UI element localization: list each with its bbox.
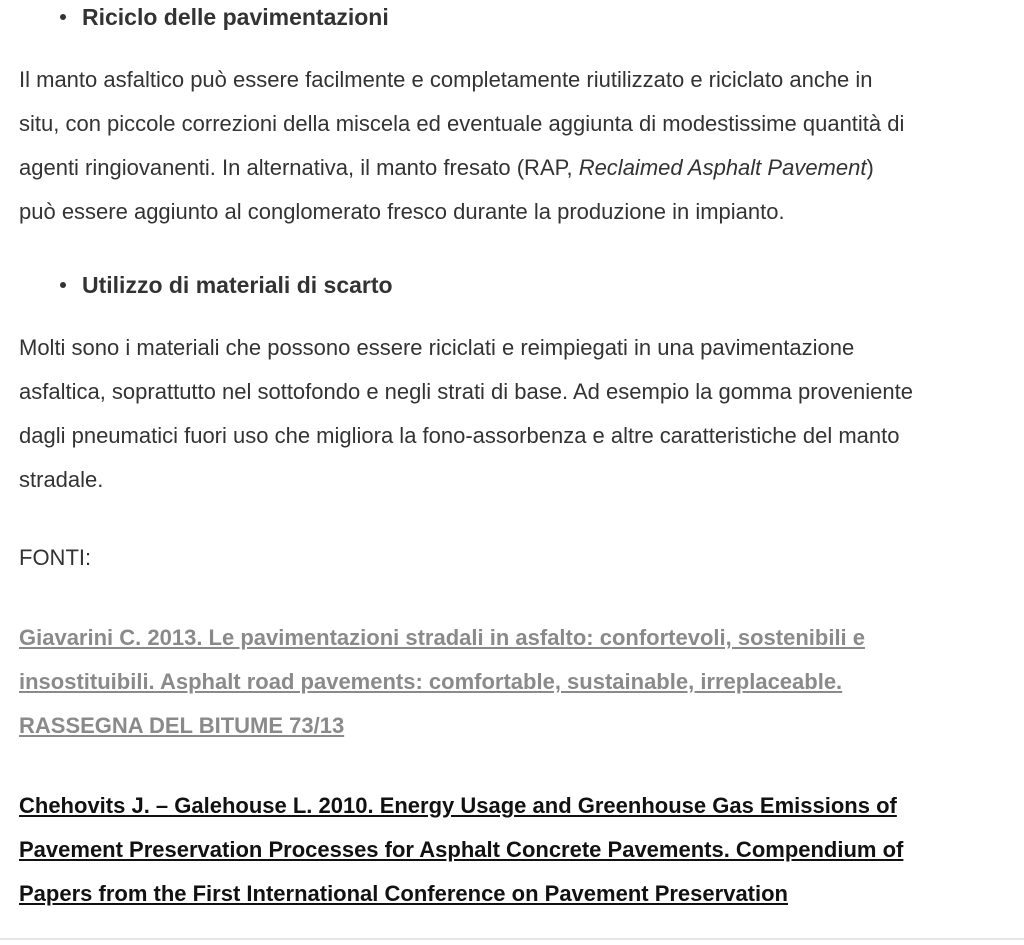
source-link-2-line[interactable]: Pavement Preservation Processes for Asphalt Concrete Pavements. Compendium of xyxy=(19,837,904,862)
paragraph-line xyxy=(19,146,1009,190)
source-link-1-line[interactable]: RASSEGNA DEL BITUME 73/13 xyxy=(19,713,345,738)
section-heading-riciclo xyxy=(60,4,389,31)
sources-label: FONTI: xyxy=(19,545,92,570)
paragraph-line: può essere aggiunto al conglomerato fresco durante la produzione in impianto. xyxy=(19,199,785,224)
paragraph-line: situ, con piccole correzioni della miscela ed eventuale aggiunta di modestissime quantità di xyxy=(19,111,905,136)
section-heading-text: Utilizzo di materiali di scarto xyxy=(82,272,393,298)
source-reference-2 xyxy=(19,784,903,916)
paragraph-line: asfaltica, soprattutto nel sottofondo e negli strati di base. Ad esempio la gomma proveniente xyxy=(19,379,913,404)
source-link-1-line[interactable]: insostituibili. Asphalt road pavements: comfortable, sustainable, irreplaceable. xyxy=(19,669,843,694)
bullet-icon xyxy=(60,282,66,288)
bullet-icon xyxy=(60,14,66,20)
paragraph-text: agenti ringiovanenti. In alternativa, il manto fresato (RAP, xyxy=(19,155,579,180)
source-link-1-line[interactable]: Giavarini C. 2013. Le pavimentazioni stradali in asfalto: confortevoli, sostenibili e xyxy=(19,625,866,650)
source-link-2-line[interactable]: Papers from the First International Conference on Pavement Preservation xyxy=(19,881,788,906)
paragraph-line: Molti sono i materiali che possono essere riciclati e reimpiegati in una pavimentazione xyxy=(19,335,855,360)
paragraph-riciclo xyxy=(19,58,1009,234)
section-heading-materiali xyxy=(60,272,393,299)
italic-term: Reclaimed Asphalt Pavement xyxy=(578,155,867,180)
paragraph-line: stradale. xyxy=(19,467,104,492)
section-heading-text: Riciclo delle pavimentazioni xyxy=(82,4,389,30)
source-link-2-line[interactable]: Chehovits J. – Galehouse L. 2010. Energy Usage and Greenhouse Gas Emissions of xyxy=(19,793,897,818)
paragraph-materiali xyxy=(19,326,1009,502)
paragraph-text: ) xyxy=(866,155,874,180)
bottom-divider xyxy=(0,938,1024,940)
paragraph-line: dagli pneumatici fuori uso che migliora la fono-assorbenza e altre caratteristiche del manto xyxy=(19,423,900,448)
source-reference-1 xyxy=(19,616,865,748)
paragraph-line: Il manto asfaltico può essere facilmente e completamente riutilizzato e riciclato anche in xyxy=(19,67,873,92)
